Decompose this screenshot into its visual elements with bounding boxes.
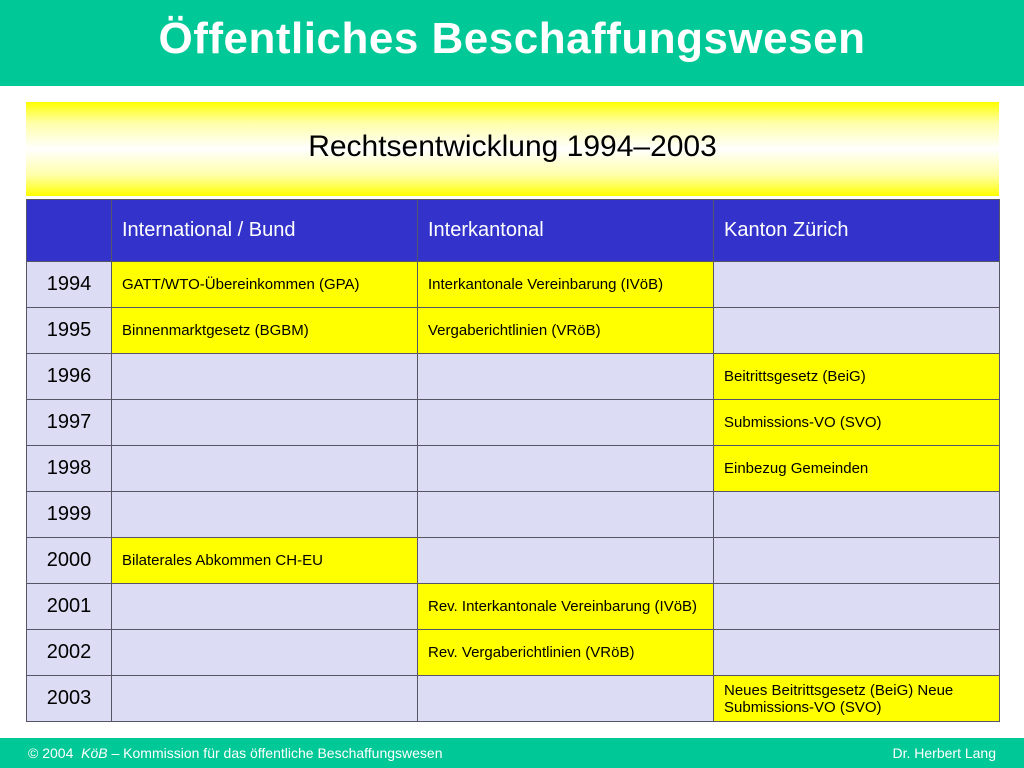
- international-cell: [112, 400, 418, 446]
- table-row: [27, 676, 1000, 722]
- footer-credits: [28, 745, 443, 761]
- international-cell: [112, 584, 418, 630]
- subtitle: Rechtsentwicklung 1994–2003: [308, 130, 717, 163]
- year-cell: 2002: [27, 630, 112, 676]
- interkantonal-cell: Interkantonale Vereinbarung (IVöB): [418, 262, 714, 308]
- table-row: [27, 630, 1000, 676]
- footer-author: Dr. Herbert Lang: [892, 745, 996, 761]
- column-header-year: [27, 200, 112, 262]
- international-cell: GATT/WTO-Übereinkommen (GPA): [112, 262, 418, 308]
- table-row: [27, 492, 1000, 538]
- table-row: [27, 262, 1000, 308]
- international-cell: [112, 676, 418, 722]
- year-cell: 1994: [27, 262, 112, 308]
- table-row: [27, 446, 1000, 492]
- zuerich-cell: [714, 630, 1000, 676]
- table-body: [27, 262, 1000, 722]
- international-cell: [112, 492, 418, 538]
- column-header-zuerich: Kanton Zürich: [714, 200, 1000, 262]
- table-row: [27, 400, 1000, 446]
- international-cell: Bilaterales Abkommen CH-EU: [112, 538, 418, 584]
- interkantonal-cell: Vergaberichtlinien (VRöB): [418, 308, 714, 354]
- zuerich-cell: [714, 492, 1000, 538]
- year-cell: 1997: [27, 400, 112, 446]
- interkantonal-cell: [418, 676, 714, 722]
- interkantonal-cell: [418, 446, 714, 492]
- footer-bar: [0, 738, 1024, 768]
- year-cell: 1996: [27, 354, 112, 400]
- table-row: [27, 584, 1000, 630]
- table-row: [27, 354, 1000, 400]
- interkantonal-cell: [418, 354, 714, 400]
- table-row: [27, 538, 1000, 584]
- zuerich-cell: [714, 308, 1000, 354]
- timeline-table: [26, 199, 1000, 722]
- year-cell: 2001: [27, 584, 112, 630]
- zuerich-cell: Neues Beitrittsgesetz (BeiG) Neue Submissions-VO (SVO): [714, 676, 1000, 722]
- footer-org-name: – Kommission für das öffentliche Beschaffungswesen: [107, 745, 443, 761]
- column-header-international: International / Bund: [112, 200, 418, 262]
- footer-org-abbr: KöB: [81, 745, 108, 761]
- page-title: Öffentliches Beschaffungswesen: [158, 14, 866, 63]
- interkantonal-cell: Rev. Vergaberichtlinien (VRöB): [418, 630, 714, 676]
- international-cell: [112, 446, 418, 492]
- interkantonal-cell: [418, 492, 714, 538]
- zuerich-cell: Einbezug Gemeinden: [714, 446, 1000, 492]
- header-bar: [0, 0, 1024, 86]
- international-cell: [112, 354, 418, 400]
- table-row: [27, 308, 1000, 354]
- zuerich-cell: [714, 538, 1000, 584]
- international-cell: Binnenmarktgesetz (BGBM): [112, 308, 418, 354]
- year-cell: 1999: [27, 492, 112, 538]
- year-cell: 2003: [27, 676, 112, 722]
- table-header-row: [27, 200, 1000, 262]
- column-header-interkantonal: Interkantonal: [418, 200, 714, 262]
- zuerich-cell: Submissions-VO (SVO): [714, 400, 1000, 446]
- year-cell: 2000: [27, 538, 112, 584]
- year-cell: 1995: [27, 308, 112, 354]
- interkantonal-cell: [418, 400, 714, 446]
- footer-copyright: © 2004: [28, 745, 74, 761]
- international-cell: [112, 630, 418, 676]
- interkantonal-cell: Rev. Interkantonale Vereinbarung (IVöB): [418, 584, 714, 630]
- zuerich-cell: [714, 262, 1000, 308]
- interkantonal-cell: [418, 538, 714, 584]
- zuerich-cell: Beitrittsgesetz (BeiG): [714, 354, 1000, 400]
- zuerich-cell: [714, 584, 1000, 630]
- year-cell: 1998: [27, 446, 112, 492]
- subtitle-banner: [26, 102, 999, 196]
